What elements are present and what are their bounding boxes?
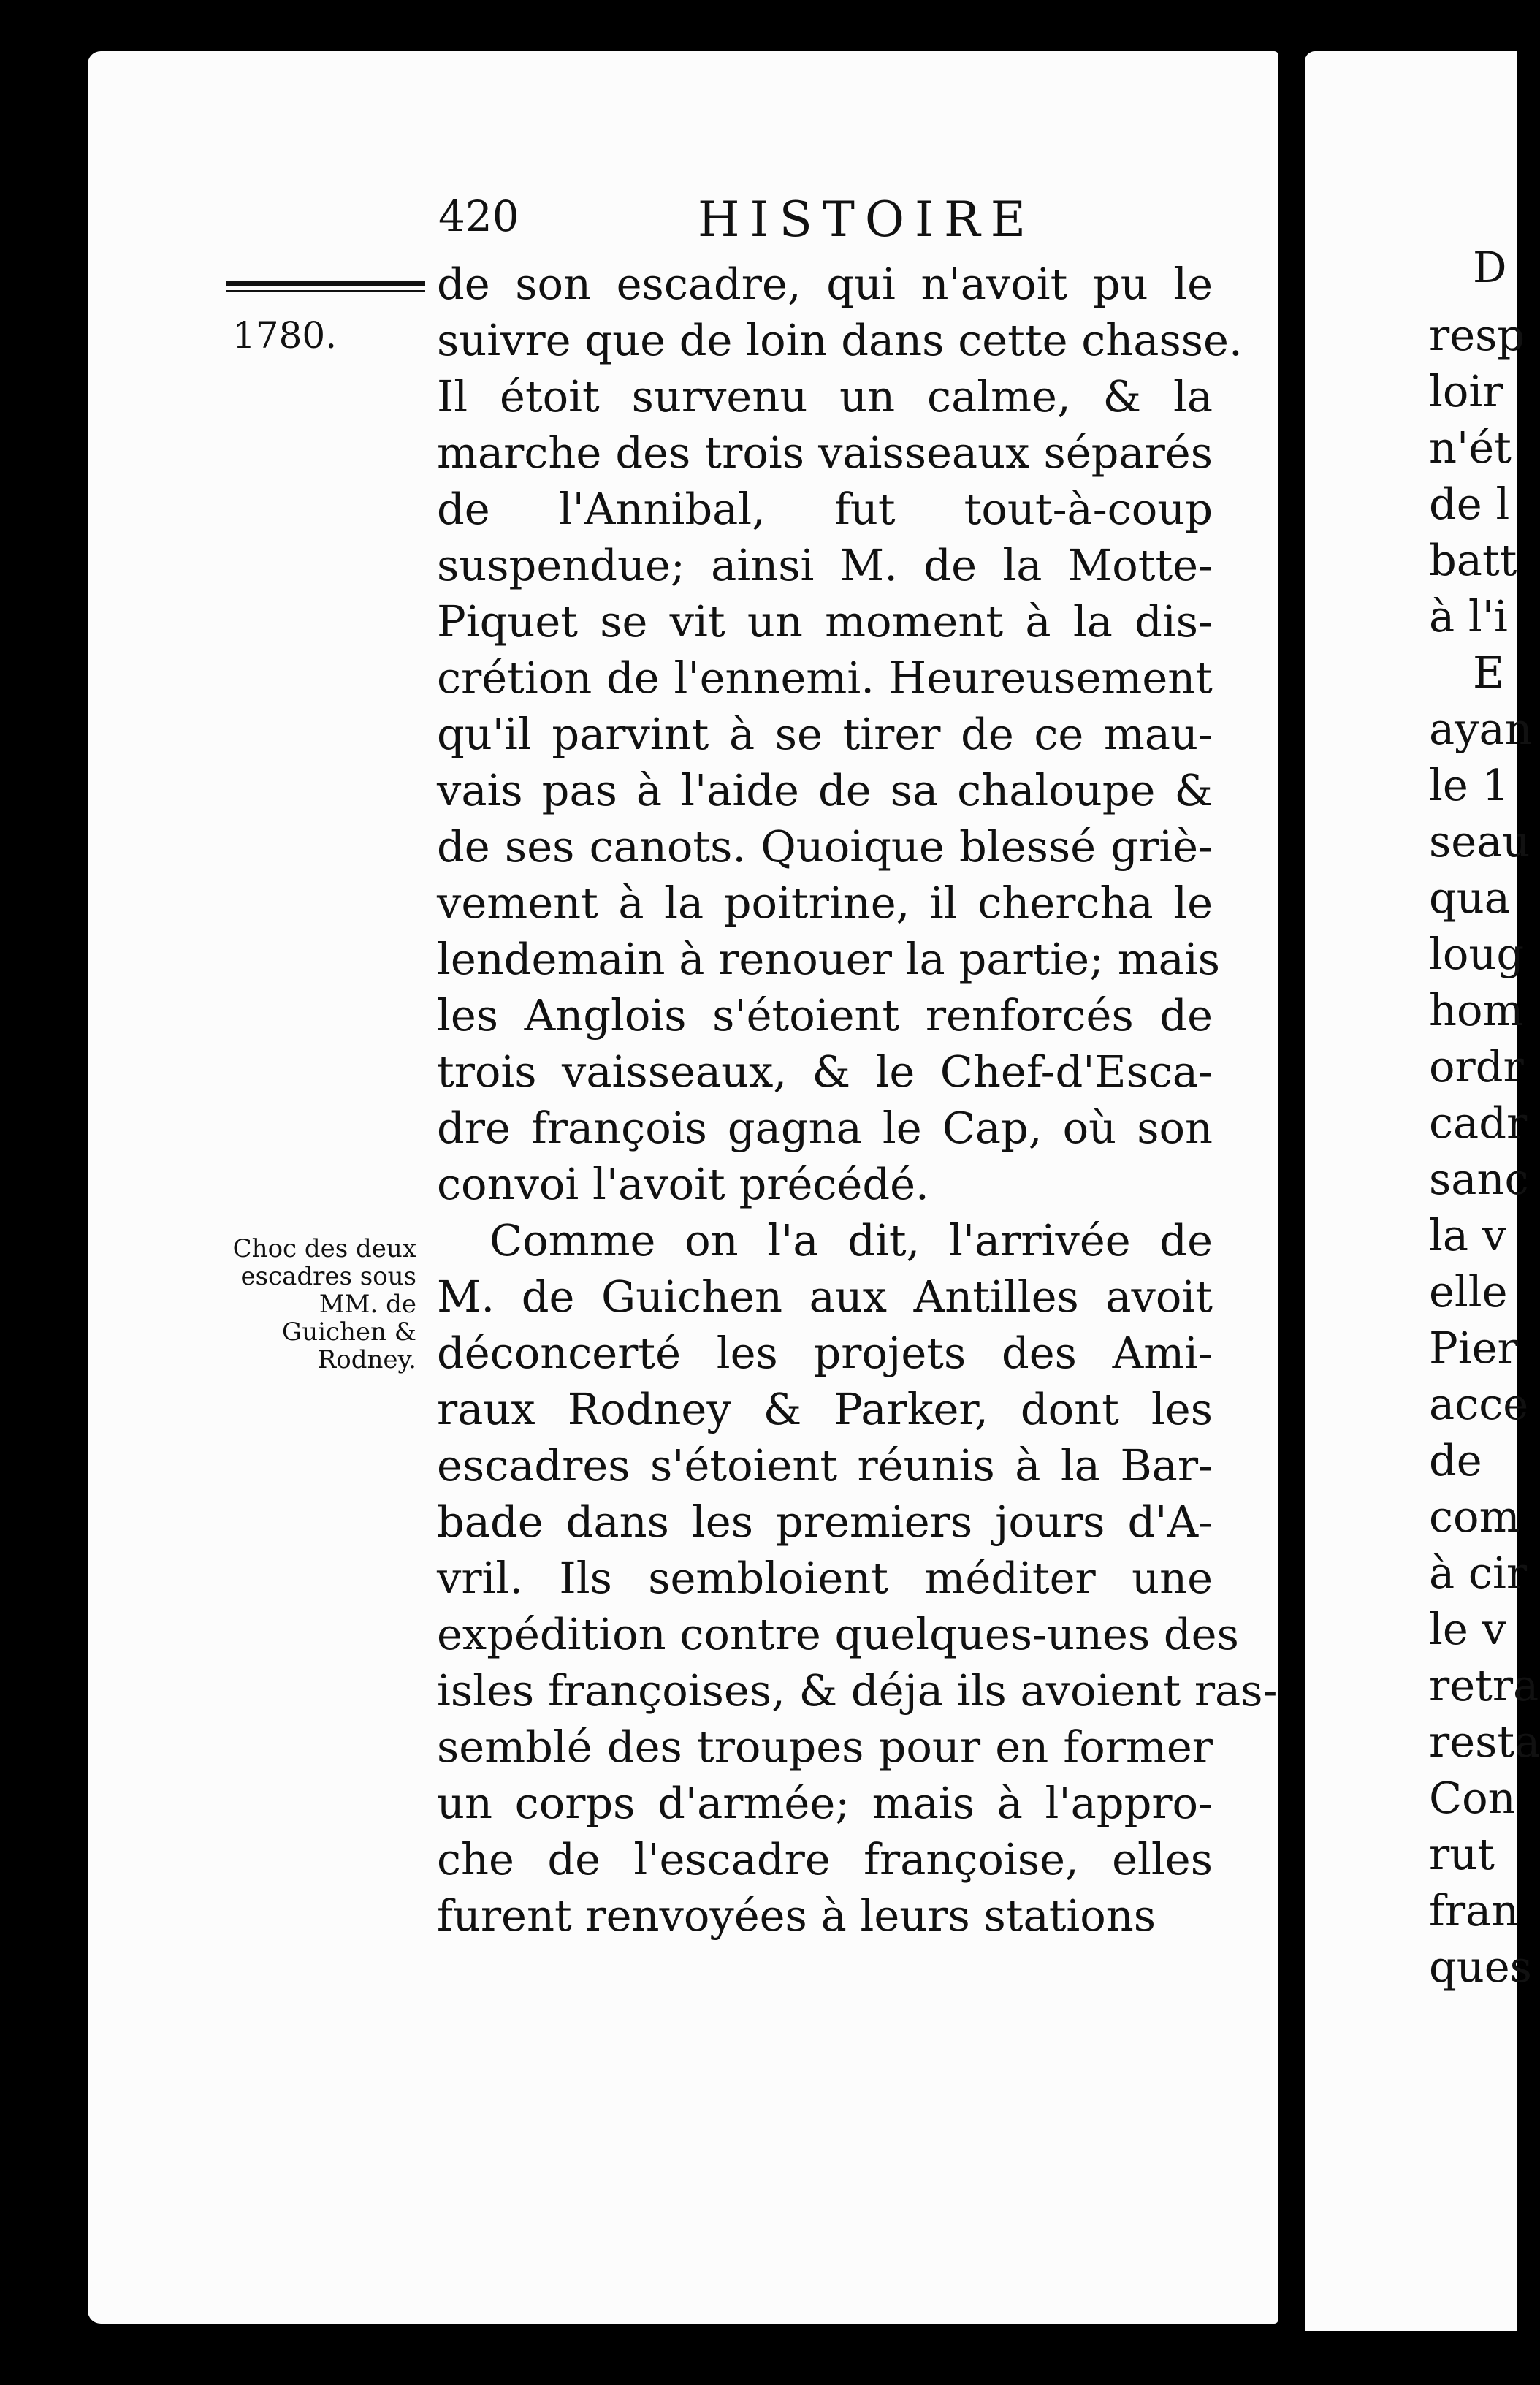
text-line: Comme on l'a dit, l'arrivée de: [489, 1215, 1213, 1266]
right-text-line: le 1: [1429, 760, 1510, 810]
right-text-line: de l: [1429, 479, 1510, 529]
text-line: vril. Ils sembloient méditer une: [437, 1553, 1213, 1603]
right-text-line: resp: [1429, 310, 1525, 360]
right-text-line: ayan: [1429, 704, 1533, 754]
right-text-line: com: [1429, 1491, 1520, 1542]
text-line: convoi l'avoit précédé.: [437, 1159, 929, 1209]
text-line: crétion de l'ennemi. Heureusement: [437, 653, 1213, 703]
text-line: suivre que de loin dans cette chasse.: [437, 315, 1243, 365]
right-text-line: acce: [1429, 1379, 1529, 1429]
text-line: de son escadre, qui n'avoit pu le: [437, 259, 1213, 309]
right-text-line: fran: [1429, 1885, 1520, 1936]
right-text-line: à cir: [1429, 1548, 1528, 1598]
right-text-line: resta: [1429, 1716, 1540, 1767]
text-line: Il étoit survenu un calme, & la: [437, 371, 1213, 422]
page-header: [438, 191, 1213, 250]
text-line: raux Rodney & Parker, dont les: [437, 1384, 1213, 1434]
right-page: [1305, 51, 1540, 2331]
right-text-line: Con: [1429, 1773, 1516, 1823]
text-line: déconcerté les projets des Ami-: [437, 1328, 1213, 1378]
text-line: furent renvoyées à leurs stations: [437, 1890, 1156, 1941]
text-line: isles françoises, & déja ils avoient ras-: [437, 1665, 1278, 1716]
right-text-line: retra: [1429, 1660, 1539, 1711]
text-line: expédition contre quelques-unes des: [437, 1609, 1239, 1659]
right-text-line: loir: [1429, 366, 1503, 416]
body-text: [437, 256, 1278, 1944]
right-text-line: Pier: [1429, 1323, 1518, 1373]
right-text-line: ques: [1429, 1941, 1532, 1992]
right-text-line: rut: [1429, 1829, 1495, 1879]
margin-rule: [226, 281, 425, 292]
right-text-line: seau: [1429, 816, 1531, 867]
text-line: M. de Guichen aux Antilles avoit: [437, 1271, 1213, 1322]
right-text-line: la v: [1429, 1210, 1507, 1260]
margin-note: Choc des deux escadres sous MM. de Guichen & Rodney.: [232, 1234, 416, 1374]
text-line: suspendue; ainsi M. de la Motte-: [437, 540, 1213, 590]
text-line: les Anglois s'étoient renforcés de: [437, 990, 1213, 1041]
right-text-line: sanc: [1429, 1154, 1529, 1204]
text-line: trois vaisseaux, & le Chef-d'Esca-: [437, 1046, 1213, 1097]
page-number: 420: [438, 191, 519, 241]
text-line: un corps d'armée; mais à l'appro-: [437, 1778, 1213, 1828]
right-text-line: à l'i: [1429, 591, 1508, 642]
text-line: escadres s'étoient réunis à la Bar-: [437, 1440, 1213, 1491]
text-line: dre françois gagna le Cap, où son: [437, 1103, 1213, 1153]
right-text-line: batt: [1429, 535, 1517, 585]
right-page-text: [1429, 307, 1540, 1995]
right-text-line: loug: [1429, 929, 1525, 979]
right-text-line: le v: [1429, 1604, 1506, 1654]
text-line: marche des trois vaisseaux séparés: [437, 427, 1213, 478]
text-line: qu'il parvint à se tirer de ce mau-: [437, 709, 1213, 759]
right-text-line: E: [1473, 647, 1505, 698]
text-line: bade dans les premiers jours d'A-: [437, 1496, 1213, 1547]
text-line: de ses canots. Quoique blessé griè-: [437, 821, 1213, 872]
text-line: semblé des troupes pour en former: [437, 1722, 1213, 1772]
right-text-line: n'ét: [1429, 422, 1512, 473]
right-page-header: D: [1473, 243, 1507, 292]
right-text-line: hom: [1429, 985, 1524, 1035]
text-line: che de l'escadre françoise, elles: [437, 1834, 1213, 1884]
running-title: HISTOIRE: [698, 191, 1036, 248]
text-line: de l'Annibal, fut tout-à-coup: [437, 484, 1213, 534]
right-text-line: de: [1429, 1435, 1482, 1486]
text-line: vais pas à l'aide de sa chaloupe &: [437, 765, 1213, 815]
text-line: Piquet se vit un moment à la dis-: [437, 596, 1213, 647]
right-text-line: ordr: [1429, 1041, 1524, 1092]
text-line: vement à la poitrine, il chercha le: [437, 878, 1213, 928]
right-text-line: elle: [1429, 1266, 1508, 1317]
right-text-line: qua: [1429, 872, 1510, 923]
right-text-line: cadr: [1429, 1098, 1528, 1148]
text-line: lendemain à renouer la partie; mais: [437, 934, 1220, 984]
margin-year: 1780.: [232, 314, 338, 357]
